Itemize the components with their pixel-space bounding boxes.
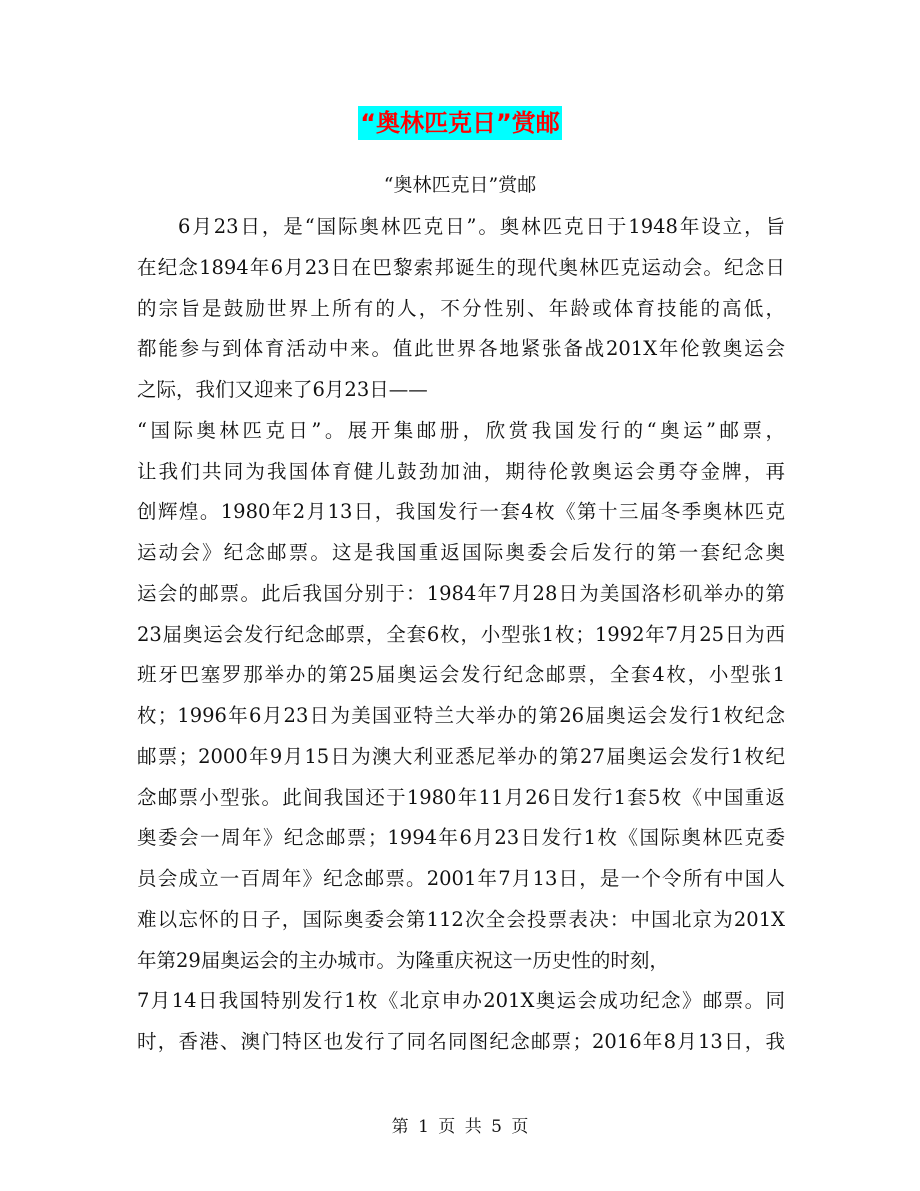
body-line: 23届奥运会发行纪念邮票，全套6枚，小型张1枚；1992年7月25日为西 (137, 622, 785, 646)
body-line: 让我们共同为我国体育健儿鼓劲加油，期待伦敦奥运会勇夺金牌，再 (137, 459, 785, 483)
document-subtitle: “奥林匹克日”赏邮 (383, 174, 537, 196)
body-line: 员会成立一百周年》纪念邮票。2001年7月13日，是一个令所有中国人 (137, 867, 785, 890)
body-line: 6月23日，是“国际奥林匹克日”。奥林匹克日于1948年设立，旨 (178, 215, 785, 238)
document-title: “奥林匹克日”赏邮 (358, 106, 562, 140)
body-line: 年第29届奥运会的主办城市。为隆重庆祝这一历史性的时刻， (137, 948, 669, 972)
body-line: 创辉煌。1980年2月13日，我国发行一套4枚《第十三届冬季奥林匹克 (137, 500, 785, 524)
body-line: 运会的邮票。此后我国分别于：1984年7月28日为美国洛杉矶举办的第 (137, 581, 785, 605)
page-number-footer: 第 1 页 共 5 页 (391, 1117, 529, 1137)
body-line: 邮票；2000年9月15日为澳大利亚悉尼举办的第27届奥运会发行1枚纪 (137, 744, 785, 768)
title-container (0, 106, 920, 140)
body-line: 之际，我们又迎来了6月23日—— (137, 378, 428, 401)
body-line: 的宗旨是鼓励世界上所有的人，不分性别、年龄或体育技能的高低， (137, 296, 785, 320)
body-line: 在纪念1894年6月23日在巴黎索邦诞生的现代奥林匹克运动会。纪念日 (137, 255, 785, 279)
body-line: 奥委会一周年》纪念邮票；1994年6月23日发行1枚《国际奥林匹克委 (137, 826, 785, 850)
document-body (137, 212, 785, 1068)
body-line: 枚；1996年6月23日为美国亚特兰大举办的第26届奥运会发行1枚纪念 (137, 704, 785, 727)
body-line: 时，香港、澳门特区也发行了同名同图纪念邮票；2016年8月13日，我 (137, 1030, 785, 1053)
body-line: 7月14日我国特别发行1枚《北京申办201X奥运会成功纪念》邮票。同 (137, 989, 785, 1013)
body-line: 难以忘怀的日子，国际奥委会第112次全会投票表决：中国北京为201X (137, 907, 785, 931)
body-line: 班牙巴塞罗那举办的第25届奥运会发行纪念邮票，全套4枚，小型张1 (137, 663, 785, 687)
body-line: 念邮票小型张。此间我国还于1980年11月26日发行1套5枚《中国重返 (137, 785, 785, 809)
body-line: 运动会》纪念邮票。这是我国重返国际奥委会后发行的第一套纪念奥 (137, 541, 785, 564)
body-line: 都能参与到体育活动中来。值此世界各地紧张备战201X年伦敦奥运会 (137, 337, 785, 361)
body-line: “国际奥林匹克日”。展开集邮册，欣赏我国发行的“奥运”邮票， (137, 418, 785, 442)
